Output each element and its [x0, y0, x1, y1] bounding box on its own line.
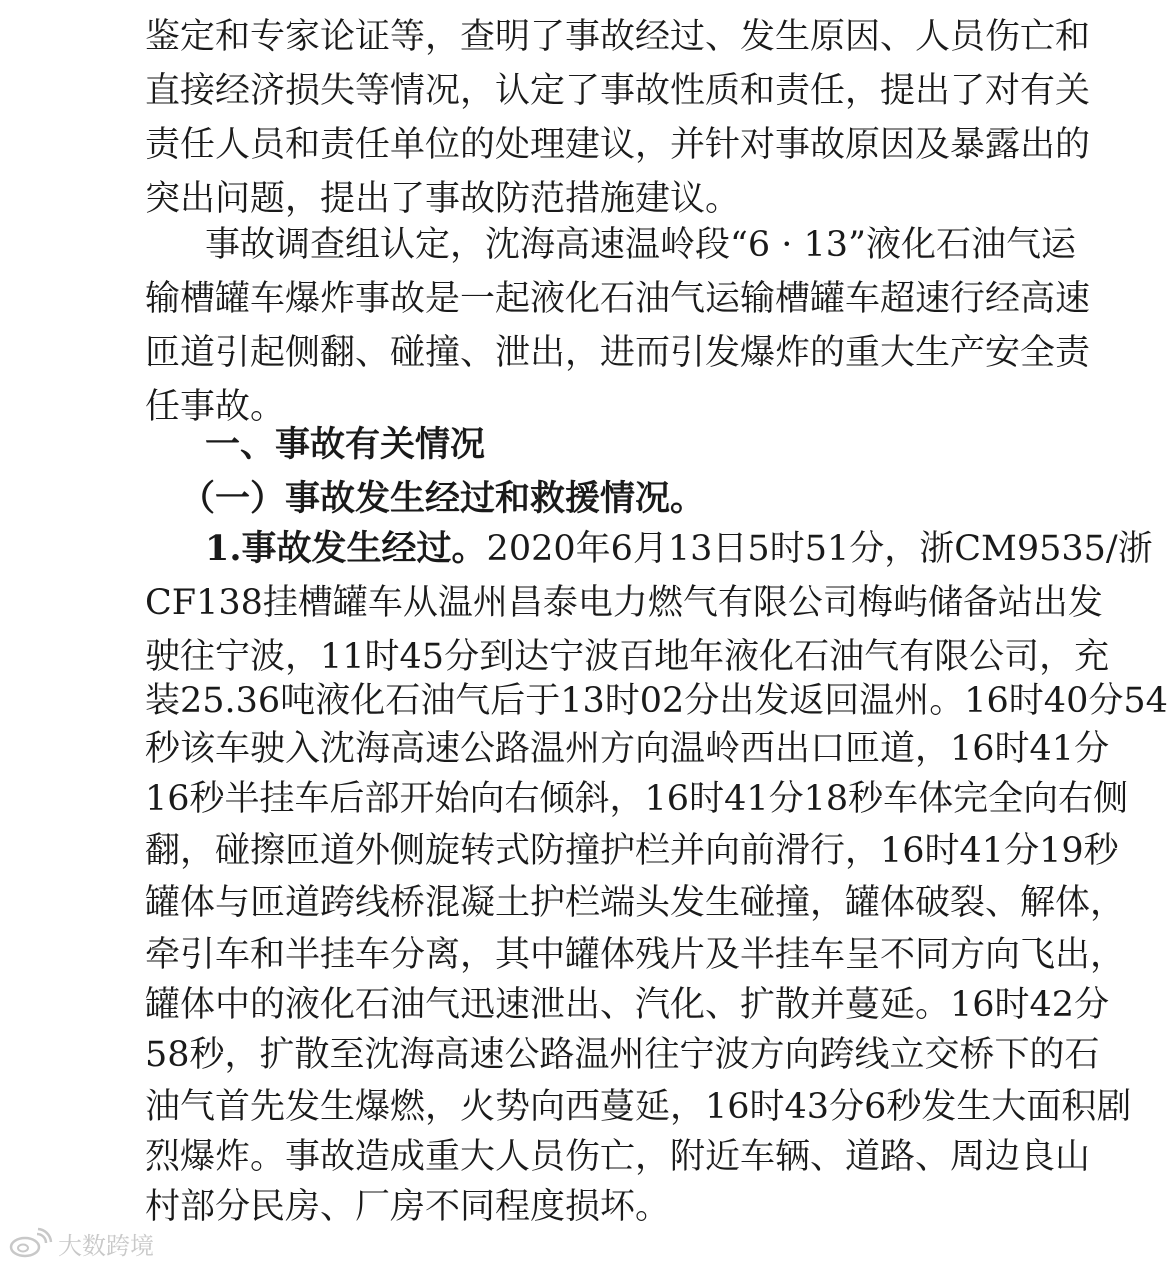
- watermark: [8, 1226, 154, 1260]
- text-line: 匝道引起侧翻、碰撞、泄出，进而引发爆炸的重大生产安全责: [145, 333, 1091, 373]
- text-line: 58秒，扩散至沈海高速公路温州往宁波方向跨线立交桥下的石: [145, 1035, 1100, 1075]
- text-line: 装25.36吨液化石油气后于13时02分出发返回温州。16时40分54: [145, 681, 1168, 721]
- text-line: 村部分民房、厂房不同程度损坏。: [145, 1187, 671, 1227]
- watermark-text: 大数跨境: [58, 1231, 154, 1260]
- text-line: 油气首先发生爆燃，火势向西蔓延，16时43分6秒发生大面积剧: [145, 1087, 1132, 1127]
- text-line: 烈爆炸。事故造成重大人员伤亡，附近车辆、道路、周边良山: [145, 1137, 1091, 1177]
- weibo-logo-icon: [8, 1228, 52, 1258]
- item-text: 2020年6月13日5时51分，浙CM9535/浙: [486, 529, 1153, 569]
- text-line: 突出问题，提出了事故防范措施建议。: [145, 179, 741, 219]
- subsection-heading: （一）事故发生经过和救援情况。: [180, 478, 706, 519]
- text-line: 输槽罐车爆炸事故是一起液化石油气运输槽罐车超速行经高速: [145, 279, 1091, 319]
- text-line: 直接经济损失等情况，认定了事故性质和责任，提出了对有关: [145, 71, 1091, 111]
- text-line: 责任人员和责任单位的处理建议，并针对事故原因及暴露出的: [145, 125, 1091, 165]
- text-line: 16秒半挂车后部开始向右倾斜，16时41分18秒车体完全向右侧: [145, 779, 1129, 819]
- text-line: 罐体与匝道跨线桥混凝土护栏端头发生碰撞，罐体破裂、解体，: [145, 883, 1126, 923]
- paragraph-first-line: 事故调查组认定，沈海高速温岭段“6 · 13”液化石油气运: [205, 225, 1076, 265]
- text-line: 牵引车和半挂车分离，其中罐体残片及半挂车呈不同方向飞出，: [145, 935, 1126, 975]
- text-line: 驶往宁波，11时45分到达宁波百地年液化石油气有限公司，充: [145, 637, 1110, 677]
- text-line: 罐体中的液化石油气迅速泄出、汽化、扩散并蔓延。16时42分: [145, 985, 1110, 1025]
- section-heading: 一、事故有关情况: [205, 425, 486, 465]
- text-line: 翻，碰擦匝道外侧旋转式防撞护栏并向前滑行，16时41分19秒: [145, 831, 1119, 871]
- item-heading: 1.事故发生经过。: [205, 528, 487, 569]
- text-line: 任事故。: [145, 387, 286, 427]
- text-line: 鉴定和专家论证等，查明了事故经过、发生原因、人员伤亡和: [145, 17, 1091, 57]
- text-line: 秒该车驶入沈海高速公路温州方向温岭西出口匝道，16时41分: [145, 729, 1110, 769]
- paragraph-first-line: [205, 522, 1153, 576]
- text-line: CF138挂槽罐车从温州昌泰电力燃气有限公司梅屿储备站出发: [145, 583, 1103, 623]
